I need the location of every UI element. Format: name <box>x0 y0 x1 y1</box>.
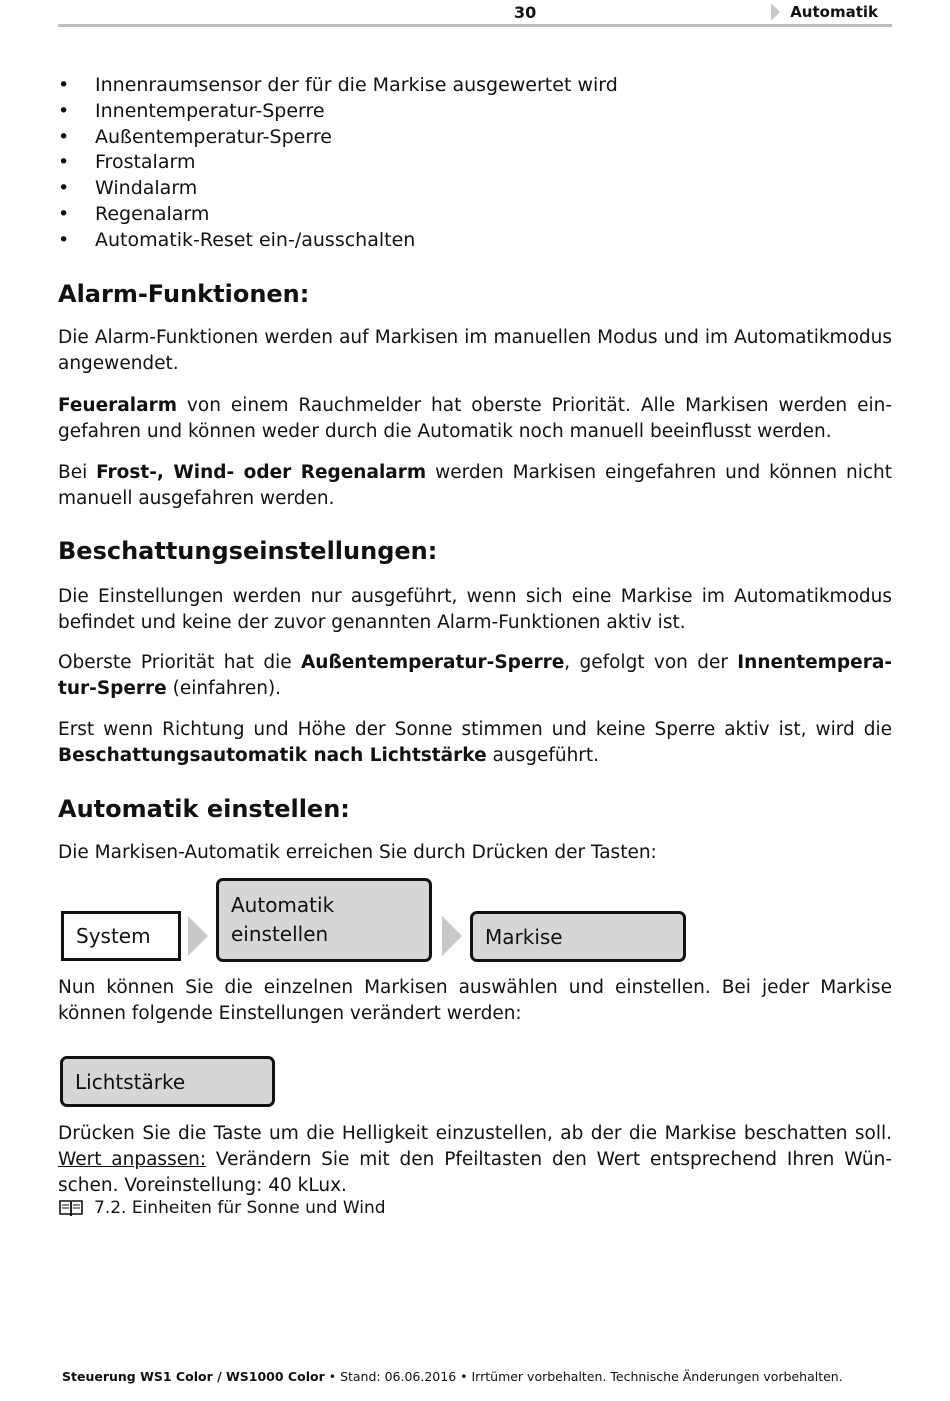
weather-alarm-paragraph: Bei Frost-, Wind- oder Regenalarm werden Markisen eingefahren und können nicht manuell ausgefahren werden. <box>58 462 892 509</box>
reference-label: 7.2. Einheiten für Sonne und Wind <box>94 1198 386 1218</box>
list-item: • Regenalarm <box>58 202 618 228</box>
priority-paragraph: Oberste Priorität hat die Außentemperatur-Sperre, gefolgt von der Innentemperatur-Sperre (einfahren). <box>58 652 892 699</box>
page-footer: Steuerung WS1 Color / WS1000 Color • Stand: 06.06.2016 • Irrtümer vorbehalten. Technische Änderungen vorbehalten. <box>62 1369 843 1384</box>
book-icon <box>58 1198 84 1218</box>
bullet-icon: • <box>58 228 70 251</box>
shading-intro-paragraph: Die Einstellungen werden nur ausgeführt, wenn sich eine Markise im Automatikmodus befindet und keine der zuvor genannten Alarm-Funktionen aktiv ist. <box>58 586 892 633</box>
settings-bullet-list <box>58 73 618 254</box>
markise-selection-paragraph: Nun können Sie die einzelnen Markisen auswählen und einstellen. Bei jeder Markise können folgende Einstellungen verändert werden: <box>58 977 892 1024</box>
page-number: 30 <box>514 3 537 22</box>
bullet-icon: • <box>58 151 70 174</box>
bullet-icon: • <box>58 99 70 122</box>
list-item: • Windalarm <box>58 176 618 202</box>
automatik-intro-paragraph: Die Markisen-Automatik erreichen Sie durch Drücken der Tasten: <box>58 842 657 863</box>
list-item: • Innenraumsensor der für die Markise ausgewertet wird <box>58 73 618 99</box>
list-item: • Innentemperatur-Sperre <box>58 99 618 125</box>
bullet-icon: • <box>58 74 70 96</box>
cross-reference[interactable] <box>58 1198 386 1218</box>
list-item: • Außentemperatur-Sperre <box>58 125 618 151</box>
alarm-heading: Alarm-Funktionen: <box>58 280 310 308</box>
shading-heading: Beschattungseinstellungen: <box>58 537 438 565</box>
page-header <box>58 0 892 28</box>
markise-key[interactable]: Markise <box>470 911 686 962</box>
footer-disclaimer: Irrtümer vorbehalten. Technische Änderungen vorbehalten. <box>471 1369 843 1384</box>
arrow-right-icon <box>188 916 208 956</box>
automatik-heading: Automatik einstellen: <box>58 795 350 823</box>
list-item: • Automatik-Reset ein-/ausschalten <box>58 228 618 254</box>
chapter-title: Automatik <box>790 3 878 21</box>
arrow-right-icon <box>442 916 462 956</box>
footer-product: Steuerung WS1 Color / WS1000 Color <box>62 1369 325 1384</box>
bullet-icon: • <box>58 202 70 225</box>
system-key[interactable]: System <box>61 911 181 961</box>
chapter-label <box>771 3 878 21</box>
sun-condition-paragraph: Erst wenn Richtung und Höhe der Sonne stimmen und keine Sperre aktiv ist, wird die Beschattungsautomatik nach Lichtstärke ausgeführt. <box>58 719 892 766</box>
chevron-right-icon <box>771 3 780 21</box>
list-item: • Frostalarm <box>58 150 618 176</box>
fire-alarm-paragraph: Feueralarm von einem Rauchmelder hat oberste Priorität. Alle Markisen werden eingefahren und können weder durch die Automatik noch manuell beeinflusst werden. <box>58 395 892 442</box>
header-divider <box>58 24 892 27</box>
alarm-intro-paragraph: Die Alarm-Funktionen werden auf Markisen im manuellen Modus und im Automatikmodus angewendet. <box>58 327 892 374</box>
bullet-icon: • <box>58 125 70 148</box>
footer-date: Stand: 06.06.2016 <box>340 1369 457 1384</box>
bullet-icon: • <box>58 177 70 200</box>
automatik-einstellen-key[interactable]: Automatik einstellen <box>216 878 432 962</box>
brightness-instruction-paragraph: Drücken Sie die Taste um die Helligkeit einzustellen, ab der die Markise beschatten soll. Wert anpassen: Verändern Sie mit den Pfeiltasten den Wert entsprechend Ihren Wünschen. Voreinstellung: 40 kLux. <box>58 1123 892 1196</box>
lichtstaerke-key[interactable]: Lichtstärke <box>60 1056 275 1107</box>
